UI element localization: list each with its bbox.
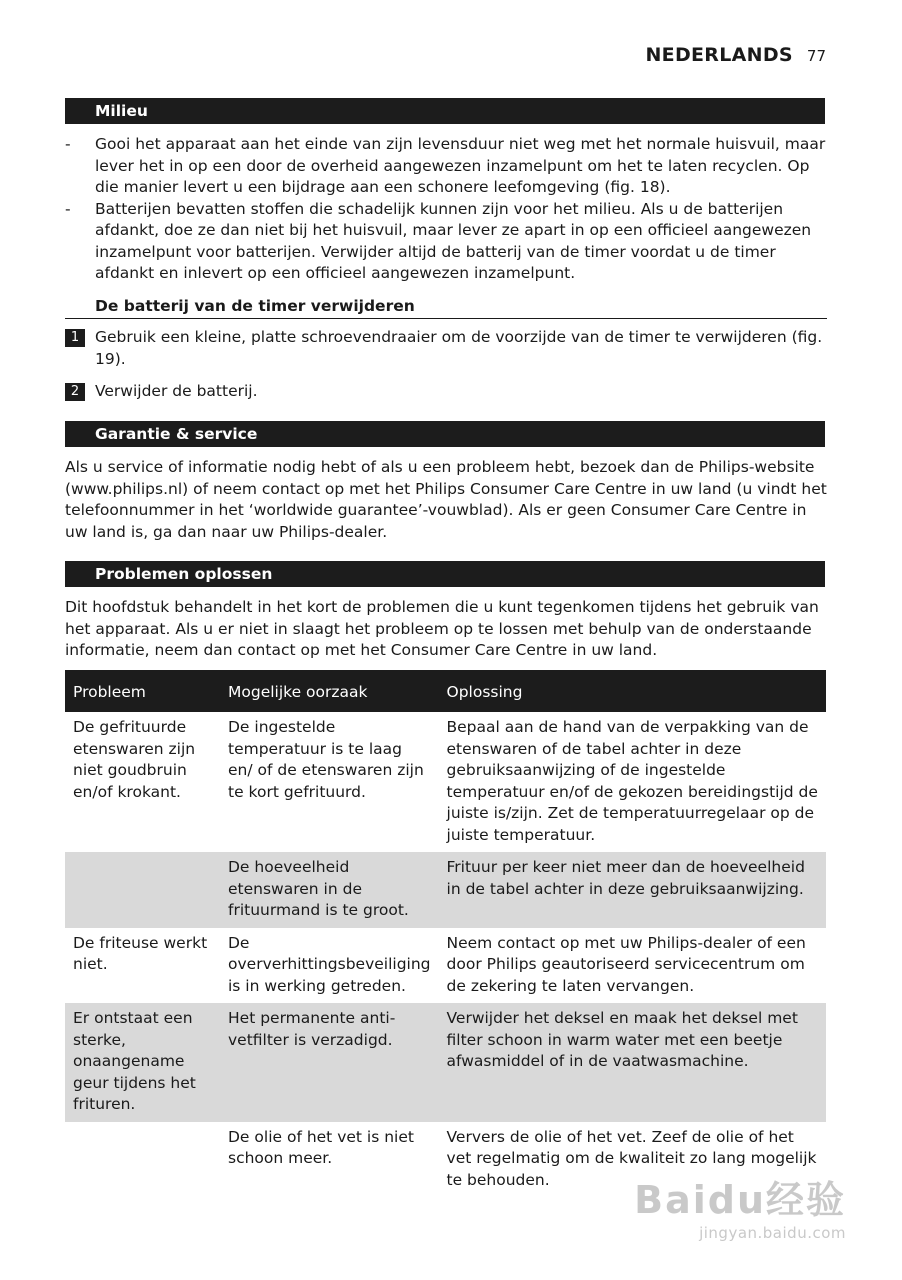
watermark-url: jingyan.baidu.com xyxy=(699,1224,846,1242)
step-text: Verwijder de batterij. xyxy=(95,382,258,400)
cell-cause: De hoeveelheid etenswaren in de frituurmand is te groot. xyxy=(220,852,439,928)
column-header-cause: Mogelijke oorzaak xyxy=(220,670,439,712)
list-item: - Batterijen bevatten stoffen die schadelijk kunnen zijn voor het milieu. Als u de batterijen afdankt, doe ze dan niet bij het huisvuil, maar lever ze apart in op een officieel aangewezen inzamelpunt voor batterijen. Verwijder altijd de batterij van de timer voordat u de timer afdankt en inlevert op een officieel aangewezen inzamelpunt. xyxy=(65,199,812,282)
watermark-logo: Baidu经验 xyxy=(634,1178,846,1222)
section-header-garantie: Garantie & service xyxy=(65,421,825,447)
cell-cause: De ingestelde temperatuur is te laag en/ of de etenswaren zijn te kort gefrituurd. xyxy=(228,718,424,801)
cell-solution: Verwijder het deksel en maak het deksel met filter schoon in warm water met een beetje afwasmiddel of in de vaatwasmachine. xyxy=(439,1003,826,1122)
column-header-solution: Oplossing xyxy=(439,670,826,712)
step-2 xyxy=(65,381,827,403)
watermark xyxy=(634,1169,846,1242)
cell-cause: De oververhittingsbeveiliging is in werking getreden. xyxy=(228,933,431,995)
cell-problem: De friteuse werkt niet. xyxy=(73,933,208,973)
cell-problem xyxy=(65,852,220,928)
step-number: 2 xyxy=(65,383,85,401)
cell-solution: Ververs de olie of het vet. Zeef de olie of het vet regelmatig om de kwaliteit zo lang mogelijk te behouden. xyxy=(446,1127,817,1189)
table-row xyxy=(65,712,826,852)
cell-solution: Bepaal aan de hand van de verpakking van de etenswaren of de tabel achter in deze gebruiksaanwijzing of de ingestelde temperatuur en/of de gekozen bereidingstijd de juiste is/zijn. Zet de temperatuurregelaar op de juiste temperatuur. xyxy=(446,718,818,844)
table-row xyxy=(65,1003,826,1122)
cell-solution: Frituur per keer niet meer dan de hoeveelheid in de tabel achter in deze gebruiksaanwijzing. xyxy=(439,852,826,928)
cell-solution: Neem contact op met uw Philips-dealer of een door Philips geautoriseerd servicecentrum om de zekering te laten vervangen. xyxy=(446,933,806,995)
garantie-text: Als u service of informatie nodig hebt of als u een probleem hebt, bezoek dan de Philips-website (www.philips.nl) of neem contact op met het Philips Consumer Care Centre in uw land (u vindt het telefoonnummer in het ‘worldwide guarantee’-vouwblad). Als er geen Consumer Care Centre in uw land is, ga dan naar uw Philips-dealer. xyxy=(65,458,827,541)
language-label: NEDERLANDS xyxy=(645,44,793,66)
subsection-title-battery: De batterij van de timer verwijderen xyxy=(65,295,827,319)
step-1 xyxy=(65,327,827,370)
section-header-milieu: Milieu xyxy=(65,98,825,124)
milieu-list xyxy=(65,134,827,285)
cell-problem: De gefrituurde etenswaren zijn niet goudbruin en/of krokant. xyxy=(73,718,196,801)
section-header-problemen: Problemen oplossen xyxy=(65,561,825,587)
cell-problem: Er ontstaat een sterke, onaangename geur tijdens het frituren. xyxy=(65,1003,220,1122)
step-number: 1 xyxy=(65,329,85,347)
cell-cause: Het permanente anti-vetfilter is verzadigd. xyxy=(220,1003,439,1122)
table-header-row xyxy=(65,670,826,712)
cell-cause: De olie of het vet is niet schoon meer. xyxy=(228,1127,414,1167)
table-row xyxy=(65,852,826,928)
troubleshooting-table xyxy=(65,670,826,1197)
problemen-intro: Dit hoofdstuk behandelt in het kort de problemen die u kunt tegenkomen tijdens het gebruik van het apparaat. Als u er niet in slaagt het probleem op te lossen met behulp van de onderstaande informatie, neem dan contact op met het Consumer Care Centre in uw land. xyxy=(65,598,819,659)
column-header-problem: Probleem xyxy=(65,670,220,712)
cell-problem xyxy=(65,1122,220,1198)
page-number: 77 xyxy=(806,47,826,65)
table-row xyxy=(65,928,826,1004)
list-item: - Gooi het apparaat aan het einde van zijn levensduur niet weg met het normale huisvuil, maar lever het in op een door de overheid aangewezen inzamelpunt om het te laten recyclen. Op die manier levert u een bijdrage aan een schonere leefomgeving (fig. 18). xyxy=(65,135,826,196)
step-text: Gebruik een kleine, platte schroevendraaier om de voorzijde van de timer te verwijderen (fig. 19). xyxy=(95,328,823,368)
page-header xyxy=(645,44,826,66)
